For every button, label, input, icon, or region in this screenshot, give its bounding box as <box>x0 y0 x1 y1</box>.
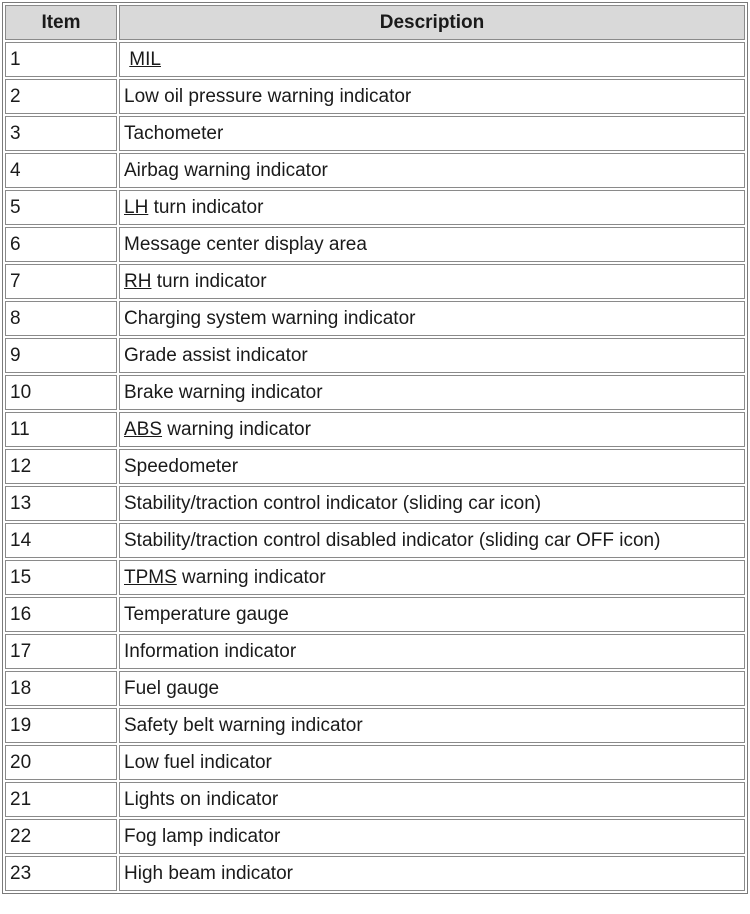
description-text: Fuel gauge <box>124 677 220 699</box>
table-row <box>5 190 745 225</box>
description-cell <box>119 523 745 558</box>
item-number-cell: 18 <box>5 671 117 706</box>
item-number-cell: 11 <box>5 412 117 447</box>
item-number-cell: 4 <box>5 153 117 188</box>
description-cell <box>119 782 745 817</box>
description-cell <box>119 634 745 669</box>
description-text: Charging system warning indicator <box>124 307 416 329</box>
item-number-cell: 9 <box>5 338 117 373</box>
description-text: warning indicator <box>176 566 326 588</box>
abbreviation-link[interactable]: MIL <box>129 48 161 70</box>
description-cell <box>119 301 745 336</box>
item-number-cell: 16 <box>5 597 117 632</box>
description-cell <box>119 227 745 262</box>
description-text: Information indicator <box>124 640 297 662</box>
description-cell <box>119 79 745 114</box>
description-cell <box>119 338 745 373</box>
description-cell <box>119 190 745 225</box>
description-text: Grade assist indicator <box>124 344 308 366</box>
description-cell <box>119 449 745 484</box>
item-number-cell: 5 <box>5 190 117 225</box>
table-row <box>5 42 745 77</box>
item-number-cell: 3 <box>5 116 117 151</box>
description-cell <box>119 412 745 447</box>
description-cell <box>119 597 745 632</box>
description-text: Temperature gauge <box>124 603 289 625</box>
item-number-cell: 7 <box>5 264 117 299</box>
item-description-table-container <box>2 2 748 912</box>
item-number-cell: 6 <box>5 227 117 262</box>
item-number-cell: 22 <box>5 819 117 854</box>
table-row <box>5 597 745 632</box>
description-text: turn indicator <box>148 196 264 218</box>
item-number-cell: 15 <box>5 560 117 595</box>
description-text: Low oil pressure warning indicator <box>124 85 412 107</box>
description-text: Speedometer <box>124 455 239 477</box>
item-number-cell: 1 <box>5 42 117 77</box>
table-row <box>5 227 745 262</box>
description-text: High beam indicator <box>124 862 293 884</box>
abbreviation-link[interactable]: LH <box>124 196 149 218</box>
item-number-cell: 17 <box>5 634 117 669</box>
description-cell <box>119 671 745 706</box>
description-cell <box>119 819 745 854</box>
table-row <box>5 856 745 891</box>
description-text: Stability/traction control disabled indicator (sliding car OFF icon) <box>124 529 661 551</box>
item-number-cell: 21 <box>5 782 117 817</box>
table-header-row <box>5 5 745 40</box>
description-text: turn indicator <box>151 270 267 292</box>
table-row <box>5 634 745 669</box>
abbreviation-link[interactable]: TPMS <box>124 566 177 588</box>
description-text: Airbag warning indicator <box>124 159 328 181</box>
table-row <box>5 708 745 743</box>
table-row <box>5 560 745 595</box>
description-text: Tachometer <box>124 122 224 144</box>
table-row <box>5 338 745 373</box>
table-row <box>5 79 745 114</box>
description-cell <box>119 42 745 77</box>
item-number-cell: 19 <box>5 708 117 743</box>
table-row <box>5 412 745 447</box>
table-row <box>5 671 745 706</box>
description-cell <box>119 264 745 299</box>
item-number-cell: 2 <box>5 79 117 114</box>
description-cell <box>119 745 745 780</box>
table-row <box>5 523 745 558</box>
description-text: Safety belt warning indicator <box>124 714 363 736</box>
description-text: Fog lamp indicator <box>124 825 281 847</box>
table-row <box>5 264 745 299</box>
description-cell <box>119 375 745 410</box>
item-number-cell: 20 <box>5 745 117 780</box>
item-number-cell: 23 <box>5 856 117 891</box>
abbreviation-link[interactable]: ABS <box>124 418 163 440</box>
table-row <box>5 375 745 410</box>
description-text: Low fuel indicator <box>124 751 272 773</box>
description-text: Stability/traction control indicator (sliding car icon) <box>124 492 542 514</box>
table-row <box>5 486 745 521</box>
description-text: Brake warning indicator <box>124 381 323 403</box>
description-cell <box>119 116 745 151</box>
item-number-cell: 8 <box>5 301 117 336</box>
table-row <box>5 782 745 817</box>
description-cell <box>119 856 745 891</box>
table-row <box>5 819 745 854</box>
table-row <box>5 116 745 151</box>
table-row <box>5 745 745 780</box>
table-row <box>5 153 745 188</box>
description-text: Lights on indicator <box>124 788 279 810</box>
description-text: warning indicator <box>162 418 311 440</box>
description-text: Message center display area <box>124 233 367 255</box>
description-cell <box>119 486 745 521</box>
description-cell <box>119 708 745 743</box>
item-number-cell: 13 <box>5 486 117 521</box>
item-column-header: Item <box>5 5 117 40</box>
table-row <box>5 449 745 484</box>
description-column-header: Description <box>119 5 745 40</box>
item-description-table <box>2 2 748 894</box>
item-number-cell: 12 <box>5 449 117 484</box>
item-number-cell: 14 <box>5 523 117 558</box>
item-number-cell: 10 <box>5 375 117 410</box>
table-row <box>5 301 745 336</box>
abbreviation-link[interactable]: RH <box>124 270 152 292</box>
description-cell <box>119 560 745 595</box>
table-body <box>5 42 745 891</box>
description-cell <box>119 153 745 188</box>
